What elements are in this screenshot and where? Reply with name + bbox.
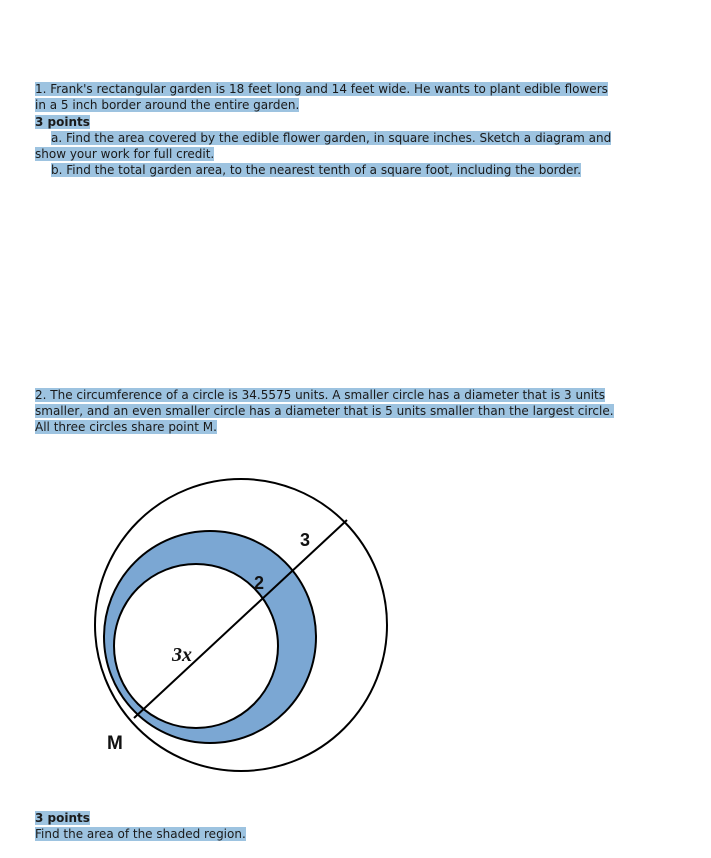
q1-part-a-line-1: a. Find the area covered by the edible flower garden, in square inches. Sketch a diagram and (51, 131, 612, 145)
label-outer-segment: 3 (300, 530, 311, 550)
q2-points: 3 points (35, 811, 90, 825)
q1-part-b: b. Find the total garden area, to the nearest tenth of a square foot, including the border. (51, 163, 582, 177)
q2-text-line-1: 2. The circumference of a circle is 34.5575 units. A smaller circle has a diameter that is 3 units (35, 388, 605, 402)
q1-part-a-line-2: show your work for full credit. (35, 147, 215, 161)
q2-text-line-2: smaller, and an even smaller circle has a diameter that is 5 units smaller than the largest circle. (35, 404, 614, 418)
label-point-m: M (107, 733, 123, 754)
q2-task: Find the area of the shaded region. (35, 827, 246, 841)
q1-text-line-2: in a 5 inch border around the entire garden. (35, 98, 300, 112)
label-inner-diameter: 3x (172, 644, 192, 666)
label-middle-segment: 2 (254, 573, 265, 593)
q1-points: 3 points (35, 115, 90, 129)
q1-text-line-1: 1. Frank's rectangular garden is 18 feet long and 14 feet wide. He wants to plant edible flowers (35, 82, 608, 96)
q2-text-line-3: All three circles share point M. (35, 420, 217, 434)
